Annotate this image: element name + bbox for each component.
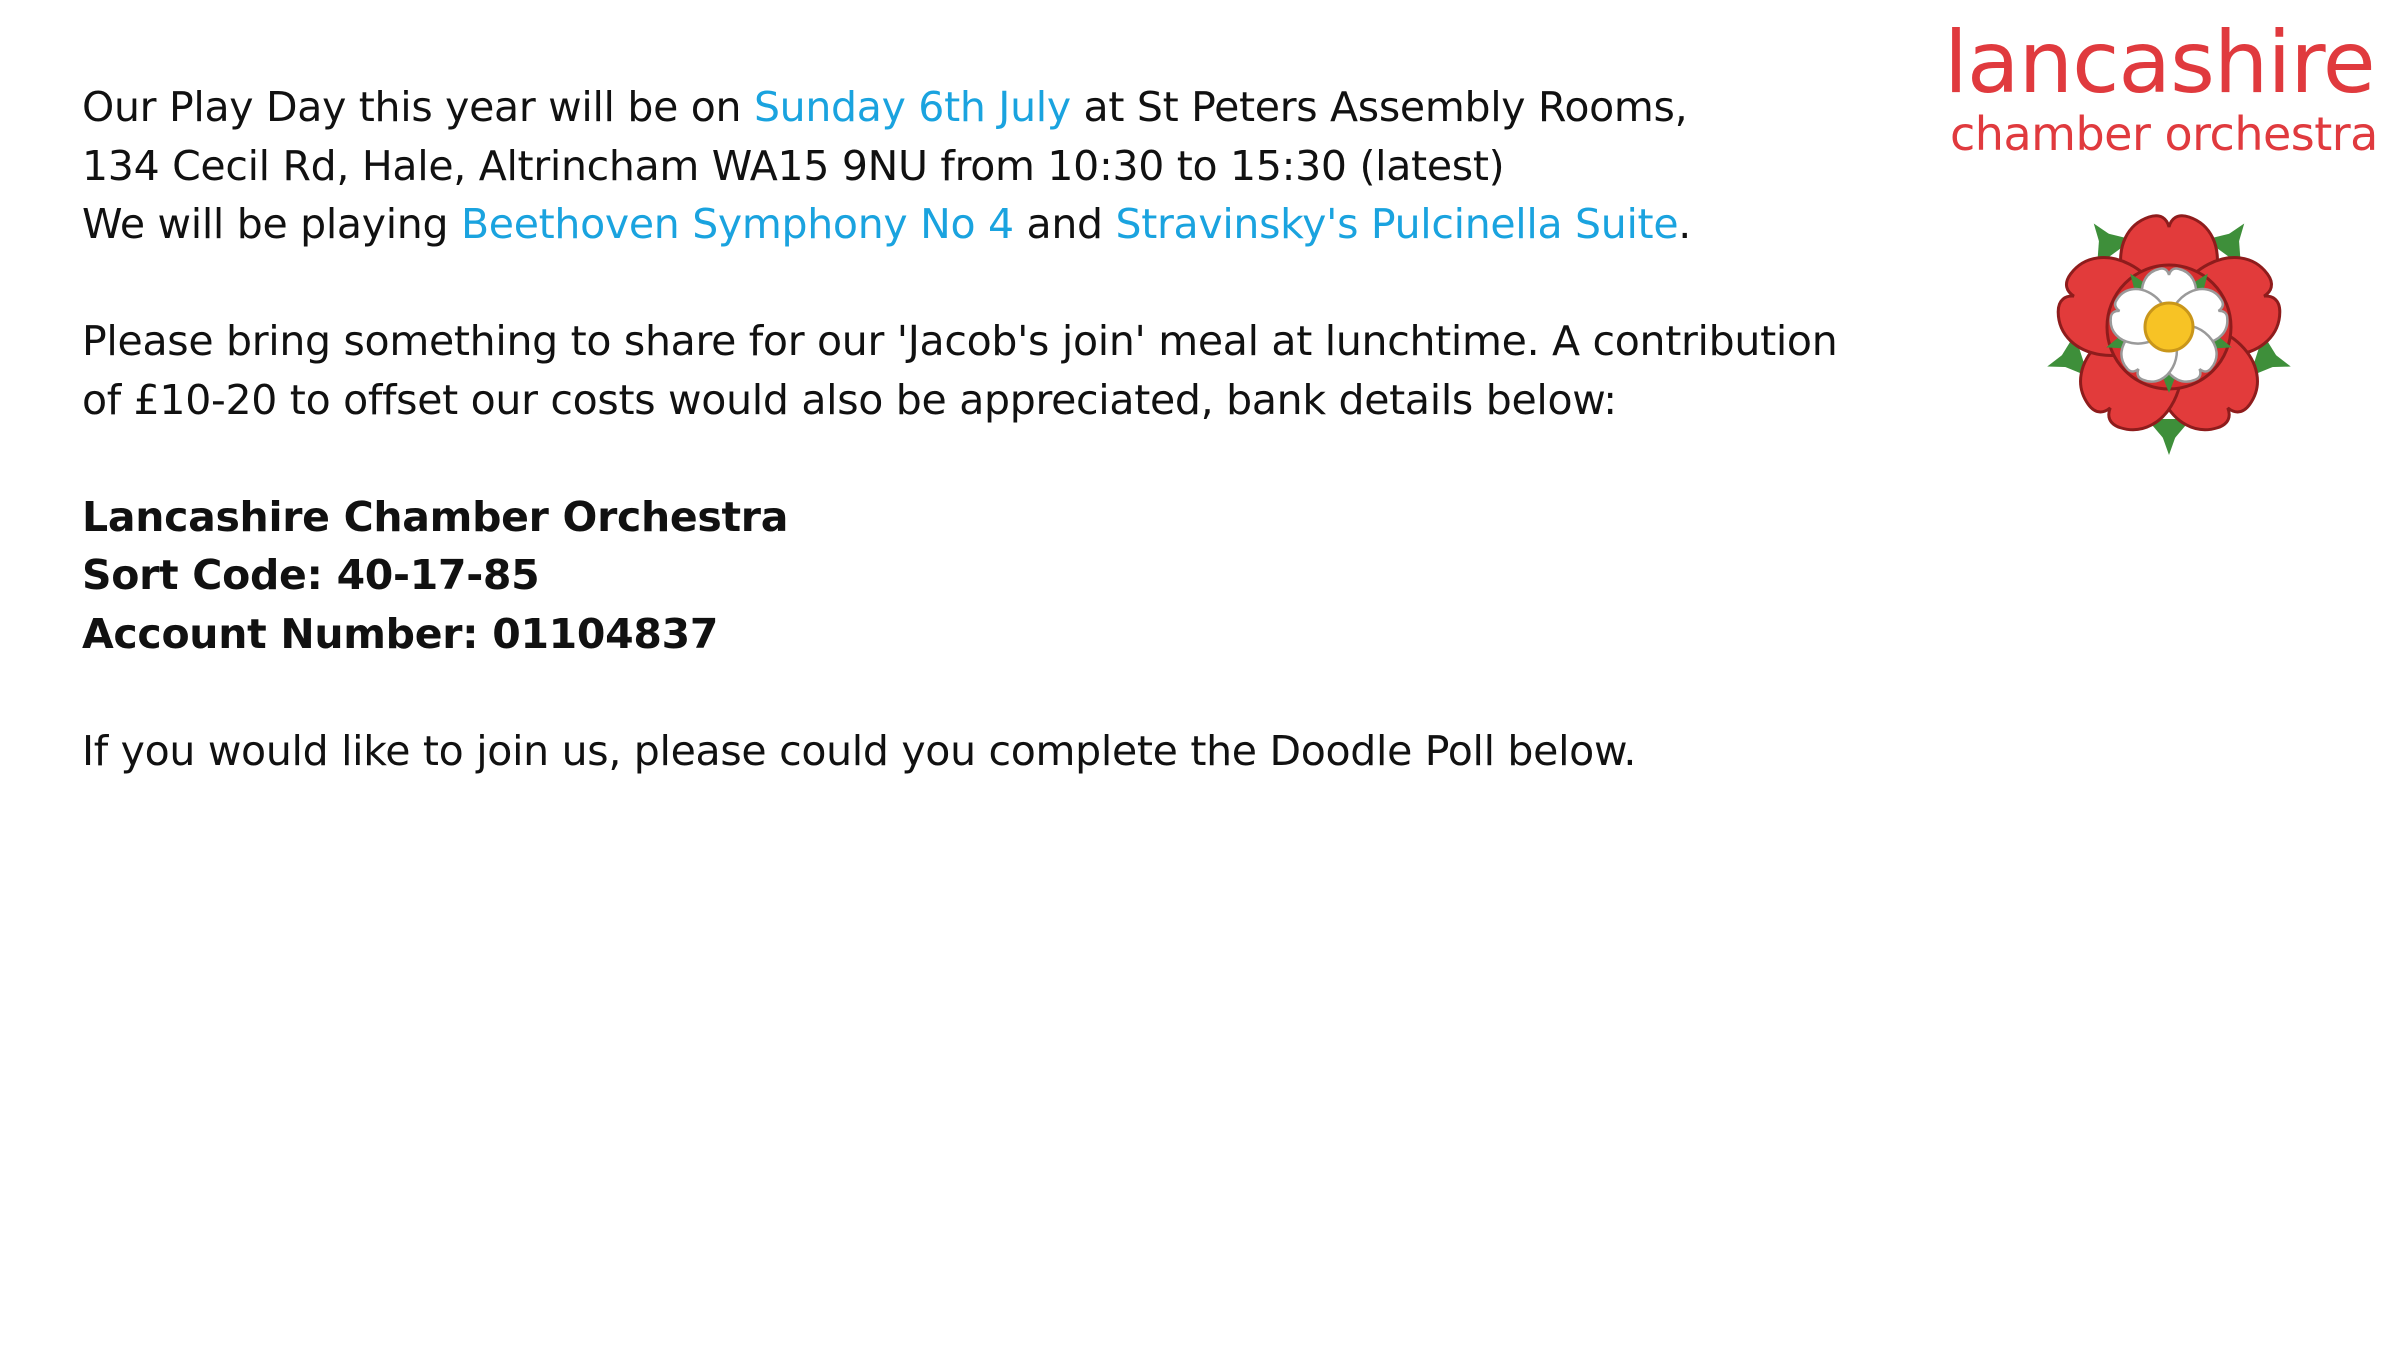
orchestra-logo [1944, 13, 2400, 161]
announcement-body [82, 78, 1962, 780]
bank-sort-code: Sort Code: 40-17-85 [82, 551, 540, 599]
intro-line-3 [82, 195, 1962, 254]
event-date: Sunday 6th July [753, 83, 1071, 131]
logo-wordmark-line1: lancashire [1944, 13, 2375, 113]
spacer [82, 663, 1962, 722]
intro-text: Our Play Day this year will be on [82, 83, 754, 131]
intro-text: at St Peters Assembly Rooms, [1070, 83, 1688, 131]
logo-wordmark-line2: chamber orchestra [1950, 107, 2378, 161]
piece-beethoven: Beethoven Symphony No 4 [460, 200, 1014, 248]
closing-line: If you would like to join us, please could you complete the Doodle Poll below. [82, 726, 1637, 775]
intro-text: and [1013, 200, 1116, 248]
bank-account-number: Account Number: 01104837 [82, 609, 719, 658]
intro-text: We will be playing [82, 200, 461, 248]
bank-account-name: Lancashire Chamber Orchestra [82, 492, 789, 541]
lunch-line-2: of £10-20 to offset our costs would also be appreciated, bank details below: [82, 375, 1617, 424]
piece-stravinsky: Stravinsky's Pulcinella Suite [1115, 200, 1679, 248]
spacer [82, 429, 1962, 488]
lunch-line-1: Please bring something to share for our 'Jacob's join' meal at lunchtime. A contribution [82, 317, 1838, 365]
intro-line-2: 134 Cecil Rd, Hale, Altrincham WA15 9NU from 10:30 to 15:30 (latest) [82, 141, 1505, 190]
spacer [82, 254, 1962, 313]
tudor-rose-icon [2034, 192, 2304, 462]
intro-line-1 [82, 78, 1962, 137]
intro-text: . [1678, 200, 1691, 248]
